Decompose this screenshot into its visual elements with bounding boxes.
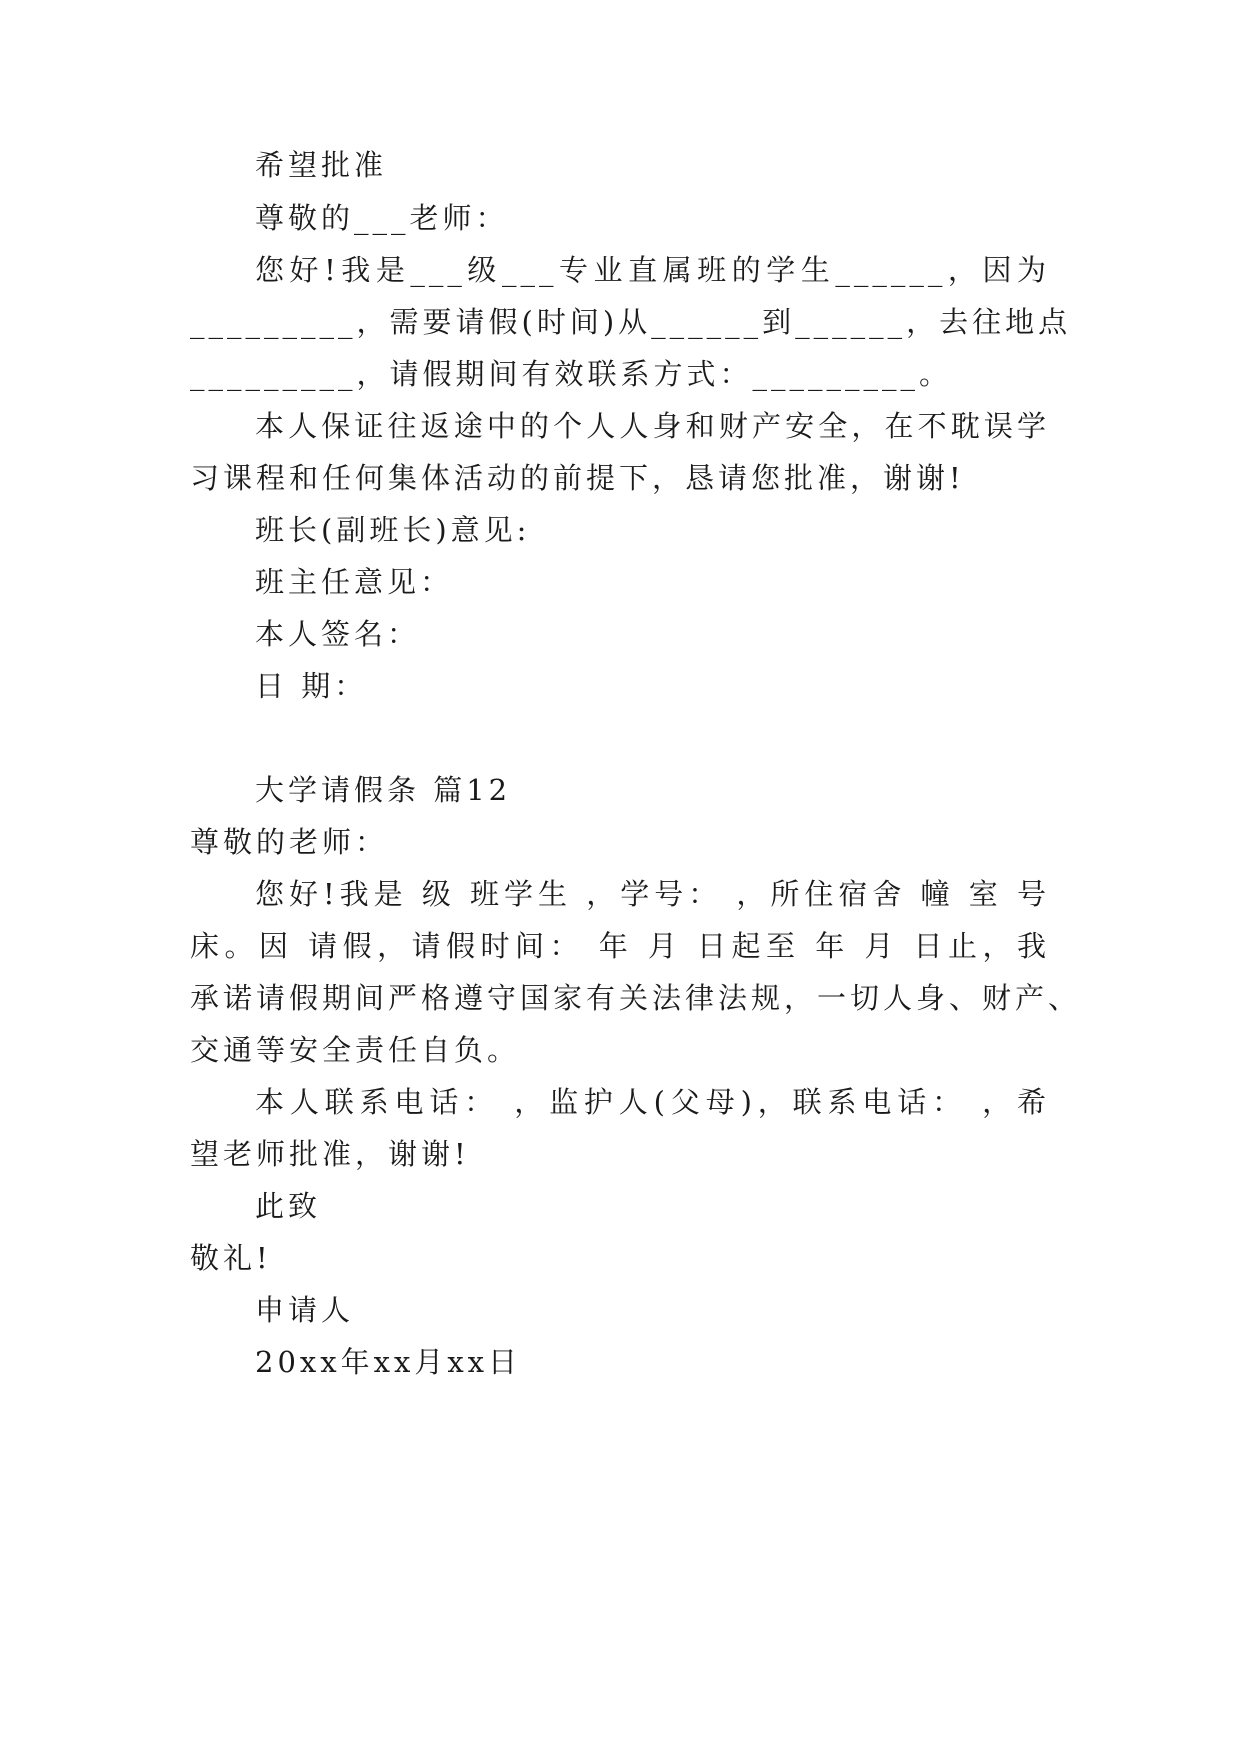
signature-label: 本人签名：: [255, 617, 421, 651]
closing-text: 敬礼!: [190, 1241, 272, 1275]
body-line: 承诺请假期间严格遵守国家有关法律法规，一切人身、财产、: [190, 981, 1082, 1015]
closing-text: 此致: [255, 1189, 322, 1223]
salutation: 尊敬的老师：: [190, 825, 389, 859]
body-line: 望老师批准，谢谢!: [190, 1137, 470, 1171]
body-line: 本人保证往返途中的个人人身和财产安全，在不耽误学: [255, 409, 1050, 443]
section-heading: 大学请假条 篇12: [255, 773, 512, 807]
body-line: 交通等安全责任自负。: [190, 1033, 521, 1067]
teacher-opinion-label: 班主任意见：: [255, 565, 454, 599]
monitor-opinion-label: 班长(副班长)意见:: [255, 513, 531, 547]
body-line: 您好!我是___级___专业直属班的学生______，因为: [255, 253, 1050, 287]
closing-text: 希望批准: [255, 148, 388, 182]
applicant-label: 申请人: [255, 1293, 355, 1327]
body-line: _________，请假期间有效联系方式：_________。: [190, 357, 953, 391]
body-line: 床。因 请假，请假时间： 年 月 日起至 年 月 日止，我: [190, 929, 1050, 963]
date-text: 20xx年xx月xx日: [255, 1345, 522, 1379]
body-line: 习课程和任何集体活动的前提下，恳请您批准，谢谢!: [190, 461, 965, 495]
body-line: _________，需要请假(时间)从______到______，去往地点: [190, 305, 1072, 339]
salutation: 尊敬的___老师：: [255, 201, 509, 235]
body-line: 本人联系电话： ，监护人(父母)，联系电话： ，希: [255, 1085, 1050, 1119]
date-label: 日 期：: [255, 669, 368, 703]
body-line: 您好!我是 级 班学生 ，学号： ，所住宿舍 幢 室 号: [255, 877, 1050, 911]
